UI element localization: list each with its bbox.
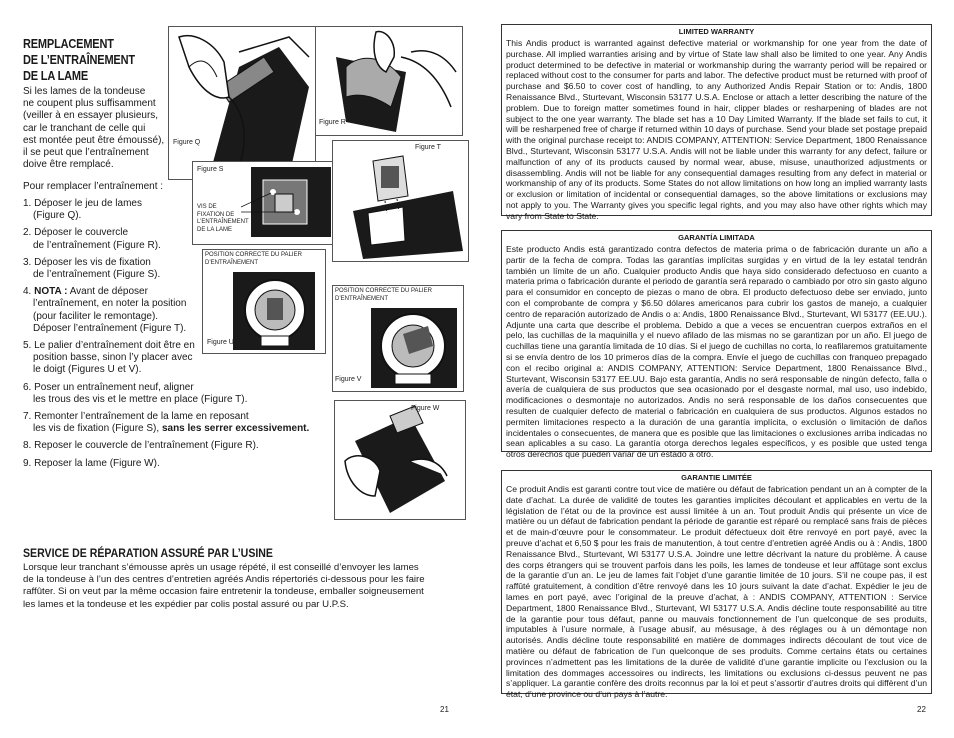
figure-s-callout: VIS DE FIXATION DE L’ENTRAÎNEMENT DE LA LAME bbox=[197, 204, 249, 233]
figure-s-label: Figure S bbox=[197, 166, 224, 173]
figure-v bbox=[332, 285, 464, 392]
figure-v-label: Figure V bbox=[335, 376, 362, 383]
figure-t-label: Figure T bbox=[415, 144, 441, 151]
page-number-right: 22 bbox=[917, 705, 926, 714]
page-number-left: 21 bbox=[440, 705, 449, 714]
figure-w-illustration bbox=[335, 401, 465, 519]
intro-paragraph: Si les lames de la tondeuse ne coupent plus suffisamment (veiller à en essayer plusieurs, car le tranchant de celle qui est montée peut être émoussé), il se peut que l’entraînement doive être remplacé. bbox=[23, 86, 165, 171]
figure-q bbox=[168, 26, 316, 180]
step-7: 7. Remonter l’entraînement de la lame en reposant les vis de fixation (Figure S), sans les serrer excessivement. bbox=[23, 411, 310, 435]
figure-t bbox=[332, 140, 469, 262]
figure-r-label: Figure R bbox=[319, 119, 346, 126]
section-heading-blade-drive: REMPLACEMENT DE L’ENTRAÎNEMENT DE LA LAME bbox=[23, 37, 135, 83]
step-6: 6. Poser un entraînement neuf, aligner les trous des vis et le mettre en place (Figure T). bbox=[23, 381, 248, 405]
step-1: 1. Déposer le jeu de lames (Figure Q). bbox=[23, 198, 142, 222]
step-5: 5. Le palier d’entraînement doit être en position basse, sinon l’y placer avec le doigt (Figures U et V). bbox=[23, 340, 195, 376]
figure-u bbox=[202, 249, 326, 354]
step-8: 8. Reposer le couvercle de l’entraînement (Figure R). bbox=[23, 440, 259, 452]
figure-s bbox=[192, 161, 334, 245]
warranty-french bbox=[501, 470, 932, 700]
warranty-english-body: This Andis product is warranted against defective material or workmanship for one year from the date of purchase. All implied warranties arising and by virtue of State law shall also be limited to one year. Any Andis product determined to be defective in material or workmanship during the warranty period will be repaired or replaced without cost to the consumer for parts and labor. The defective product must be returned with proof of purchase and $6.50 to cover cost of handling, to any Authorized Andis Repair Station or to: Andis, 1800 Renaissance Blvd., Sturtevant, Wisconsin 53177 U.S.A. Enclose or attach a letter describing the nature of the problem. Due to foreign matter sometimes found in hair, clipper blades or resharpening of blades are not subject to the one year warranty. The blade set has a 10 Day Limited Warranty. If the blade set fails to cut, it will be resharpened free of charge if returned within 10 days of purchase. Send your blade set postage prepaid with the original purchase receipt to: ANDIS COMPANY, ATTENTION: Service Department, 1800 Renaissance Blvd., Sturtevant, Wisconsin 53177 U.S.A. Andis will not be liable under this warranty for any defect, failure or malfunction of any of its products caused by normal wear, abuse, misuse, unauthorized adjustments or disassembling. Andis will not be liable for any consequential damages resulting from any defect in material or workmanship of any of its products. Some States do not allow limitations on how long an implied warranty lasts or exclusion or limitation of incidental or consequential damages, so the above limitations or exclusions may not apply to you. The Warranty gives you specific legal rights, and you may also have other rights which may vary from State to State. bbox=[506, 38, 927, 221]
step-4: 4. NOTA : Avant de déposer l’entraînement, en noter la position (pour faciliter le remontage). Déposer l’entraînement (Figure T). bbox=[23, 286, 187, 334]
warranty-french-body: Ce produit Andis est garanti contre tout vice de matière ou défaut de fabrication pendant un an à compter de la date d’achat. La durée de validité de toutes les garanties implicites découlant et applicables en vertu de la législation de l’état ou de la province est aussi limitée à un an. Tout produit Andis qui présente un vice de matière ou un défaut de fabrication pendant la période de garantie est réparé ou remplacé sans frais de pièces et de main-d’œuvre pour le consommateur. Le produit défectueux doit être renvoyé en port payé, avec la preuve d’achat et 6,50 $ pour les frais de manutention, à tout centre d’entretien agréé Andis ou à : Andis, 1800 Renaissance Blvd., Sturtevant, WI 53177 U.S.A. Joindre une lettre décrivant la nature du problème. À cause des corps étrangers qui se trouvent parfois dans les poils, les lames de tondeuse et leur affûtage sont exclus de la garantie d’un an. Le jeu de lames fait l’objet d’une garantie limitée de 10 jours. S’il ne coupe pas, il est raffûté gratuitement, à condition d’être renvoyé dans les 10 jours suivant la date d’achat. Expédier le jeu de lames en port payé, avec l’original de la preuve d’achat, à : ANDIS COMPANY, ATTENTION : Service Department, 1800 Renaissance Blvd., Sturtevant, WI 53177 U.S.A. Andis décline toute responsabilité au titre de la garantie pour tous défaut, panne ou mauvais fonctionnement de l’un quelconque de ses produits, imputables à l’usure normale, à l’usage abusif, au mésusage, à des réglages ou à un démontage non autorisés. Andis décline toute responsabilité en matière de dommages indirects découlant de tout vice de matière ou défaut de fabrication de l’un quelconque de ses produits. Comme certains états ou certaines provinces n’admettent pas les limitations de la durée de validité d’une garantie implicite ou l’exclusion ou la limitation des dommages accessoires ou indirects, les limitations ou exclusions ci-dessus peuvent ne pas s’appliquer. La garantie confère des droits reconnus par la loi et peut s’assortir d’autres droits qui diffèrent d’un état, d’une province ou d’un pays à l’autre. bbox=[506, 484, 927, 700]
figure-w bbox=[334, 400, 466, 520]
warranty-spanish bbox=[501, 230, 932, 460]
service-heading: SERVICE DE RÉPARATION ASSURÉ PAR L’USINE bbox=[23, 546, 273, 560]
figure-u-caption: POSITION CORRECTE DU PALIER D’ENTRAÎNEMENT bbox=[205, 252, 302, 266]
warranty-english bbox=[501, 24, 932, 221]
warranty-spanish-title: GARANTÍA LIMITADA bbox=[678, 233, 755, 242]
figure-v-caption: POSITION CORRECTE DU PALIER D’ENTRAÎNEMENT bbox=[335, 288, 432, 302]
warranty-french-title: GARANTIE LIMITÉE bbox=[681, 473, 752, 482]
figure-w-label: Figure W bbox=[411, 405, 440, 412]
right-page bbox=[477, 0, 954, 738]
step-2: 2. Déposer le couvercle de l’entraînement (Figure R). bbox=[23, 227, 161, 251]
figure-t-illustration bbox=[333, 141, 468, 261]
figure-u-label: Figure U bbox=[207, 339, 234, 346]
figure-q-illustration bbox=[169, 27, 315, 179]
warranty-english-title: LIMITED WARRANTY bbox=[678, 27, 755, 36]
figure-q-label: Figure Q bbox=[173, 139, 201, 146]
steps-intro: Pour remplacer l’entraînement : bbox=[23, 181, 164, 192]
step-9: 9. Reposer la lame (Figure W). bbox=[23, 457, 160, 469]
figure-r bbox=[315, 26, 463, 136]
warranty-spanish-body: Este producto Andis está garantizado contra defectos de materia prima o de fabricación durante un año a partir de la fecha de compra. Todas las garantías implícitas surgidas y en virtud de la ley estatal tendrán también un límite de un año. Cualquier producto Andis que haya sido considerado defectuoso en cuanto a materia prima o fabricación durante el periodo de garantía será reparado o cambiado por otro sin gasto alguno para el consumidor en concepto de piezas o mano de obra. El producto defectuoso debe ser enviado, junto con el comprobante de compra y $6.50 dólares americanos para cubrir los gastos de manejo, a cualquier centro de reparación autorizado de Andis o a: Andis, 1800 Renaissance Blvd., Sturtevant, WI 53177 (EE.UU.). Adjunte una carta que describe el problema. Debido a que a veces se encuentran cuerpos extraños en el pelo, las cuchillas de la maquinilla y el nuevo afilado de las mismas no se garantizan por un año. El juego de cuchillas tiene una garantía limitada de 10 días. Si el juego de cuchillas no corta, lo reafilaremos gratuitamente si se envía dentro de los 10 primeros días de la compra. Envíe el juego de cuchillas con franqueo prepagado con el recibo original a: ANDIS COMPANY, ATTENTION: Service Department, 1800 Renaissance Blvd., Sturtevant, Wisconsin 53177 EE.UU. Bajo esta garantía, Andis no será responsable de ningún defecto, falla o avería de cualquiera de sus productos que sea ocasionado por el desgaste normal, mal uso, uso indebido, modificaciones o desmontaje no autorizados. Andis no será responsable de los daños consecuentes que resulten de cualquier defecto de material o fabricación en cualquiera de sus productos. Algunos estados no permiten limitaciones respecto a la duración de una garantía implícita, o exclusión o limitación de daños incidentales o consecuentes, de manera que es posible que las limitaciones o exclusiones arriba indicadas no sean aplicables a su caso. La garantía otorga derechos legales específicos, y es posible que usted tenga otros derechos que pueden variar de un estado a otro. bbox=[506, 244, 927, 460]
step-3: 3. Déposer les vis de fixation de l’entraînement (Figure S). bbox=[23, 256, 161, 281]
service-paragraph: Lorsque leur tranchant s’émousse après un usage répété, il est conseillé d’envoyer les lames de la tondeuse à l’un des centres d’entretien agréés Andis répertoriés ci-dessous pour les faire raffûter. Si on veut par la même occasion faire entretenir la tondeuse, emballer soigneusement les lames et la tondeuse et les expédier par colis postal assuré ou par U.P.S. bbox=[23, 562, 425, 610]
